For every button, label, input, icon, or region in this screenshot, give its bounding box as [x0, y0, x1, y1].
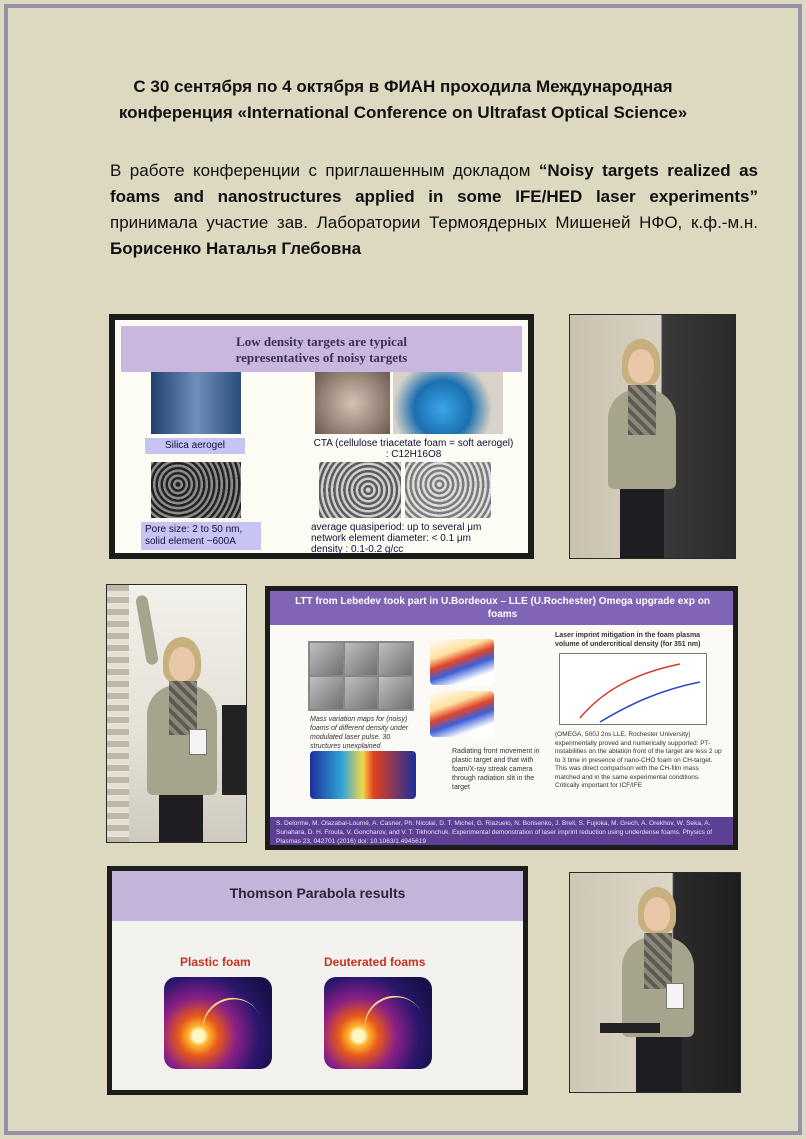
foam-blue-photo [393, 372, 503, 434]
streak-image [310, 751, 416, 799]
slide3-title-band [112, 871, 523, 921]
mass-variation-maps [308, 641, 414, 711]
scarf [628, 385, 656, 435]
scarf [644, 933, 672, 989]
window-blinds [107, 585, 129, 843]
slide3-title: Thomson Parabola results [229, 885, 406, 901]
heading-line-1: С 30 сентября по 4 октября в ФИАН проходила Международная [133, 77, 673, 96]
slide1-title-line-2: representatives of noisy targets [235, 350, 408, 365]
mass-variation-caption: Mass variation maps for (noisy) foams of different density under modulated laser pulse. 30 structures unexplained [310, 716, 409, 750]
paper-reference: S. Delorme, M. Olazabal-Loumé, A. Casner, Ph. Nicolaï, D. T. Michel, G. Riazuelo, N. Borisenko, J. Breil, S. Fujioka, M. Grech, A. Orekhov, W. Seka, A. Sunahara, D. H. Froula, V. Goncharov, and V. T. Tikhonchuk. Experimental demonstration of laser imprint reduction using underdense foams. Physics of Plasmas 23, 042701 (2016) doi: 10.1063/1.4945619 [270, 817, 733, 845]
parabola-trace [354, 985, 426, 1048]
speaker-photo-hand-raised [106, 584, 247, 843]
slide-thomson-parabola [107, 866, 528, 1095]
pore-size-label: Pore size: 2 to 50 nm, solid element ~600A [141, 522, 261, 550]
intro-text-1: В работе конференции с приглашенным докладом [110, 161, 539, 180]
slide-low-density-targets [109, 314, 534, 559]
omega-summary: (OMEGA, 500J 2ns LLE, Rochester University) experimentally proved and numerically supported: PT-instabilities on the ablation front of the target are less 2 up to 3 time in presence of nano-CHO foam on CH-target. This was direct comparison with the CH-film mass matched and in the same experimental conditions. Critically important for ICF/IFE [555, 731, 722, 789]
scarf [169, 681, 197, 735]
cta-label: CTA (cellulose triacetate foam = soft aerogel) : C12H16O8 [313, 438, 514, 460]
speaker-photo-standing [569, 872, 741, 1093]
laptop [600, 1023, 660, 1033]
talk-title: “Noisy targets realized as foams and nanostructures applied in some IFE/HED laser experiments” [110, 161, 758, 206]
silica-aerogel-photo [151, 372, 241, 434]
face [628, 349, 654, 383]
trousers [636, 1037, 682, 1093]
speaker-name: Борисенко Наталья Глебовна [110, 239, 362, 258]
slide2-title: LTT from Lebedev took part in U.Bordeoux – LLE (U.Rochester) Omega upgrade exp on foams [295, 596, 710, 620]
heading-line-2: конференция «International Conference on Ultrafast Optical Science» [118, 103, 688, 122]
trousers [620, 489, 664, 559]
cta-sem-image-2 [405, 462, 491, 518]
plot-title: Laser imprint mitigation in the foam plasma volume of undercritical density (for 351 nm) [555, 632, 701, 648]
parabola-trace [192, 987, 264, 1050]
quasiperiod-line-3: density : 0.1-0.2 g/cc [311, 544, 404, 555]
plastic-foam-caption: Plastic foam [180, 955, 251, 969]
quasiperiod-label [311, 522, 521, 555]
foam-dish-photo [315, 372, 390, 434]
quasiperiod-line-2: network element diameter: < 0.1 μm [311, 533, 471, 544]
thomson-image-deuterated [324, 977, 432, 1069]
slide-title-band [121, 326, 522, 372]
imprint-plot-svg [560, 654, 708, 726]
slide-omega-experiment [265, 586, 738, 850]
cta-sem-image-1 [319, 462, 401, 518]
slide1-title [121, 334, 522, 366]
quasiperiod-line-1: average quasiperiod: up to several μm [311, 522, 482, 533]
imprint-mitigation-plot [559, 653, 707, 725]
intro-text-2: принимала участие зав. Лаборатории Термоядерных Мишеней НФО, к.ф.-м.н. [110, 213, 758, 232]
thomson-image-plastic [164, 977, 272, 1069]
news-heading [0, 74, 806, 126]
slide1-title-line-1: Low density targets are typical [236, 334, 407, 349]
trousers [159, 795, 203, 843]
speaker-box [222, 705, 246, 795]
streak-plot-bottom [430, 691, 494, 737]
silica-label: Silica aerogel [145, 438, 245, 454]
raised-arm [135, 594, 159, 665]
face [169, 647, 195, 681]
intro-paragraph [110, 158, 758, 262]
speaker-photo-podium [569, 314, 736, 559]
streak-plot-top [430, 639, 494, 685]
streak-caption: Radiating front movement in plastic target and that with foam/X-ray streak camera through radiation slit in the target [452, 748, 540, 791]
slide2-title-band [270, 591, 733, 625]
face [644, 897, 670, 931]
silica-sem-image [151, 462, 241, 518]
name-badge [666, 983, 684, 1009]
name-badge [189, 729, 207, 755]
deuterated-foams-caption: Deuterated foams [324, 955, 426, 969]
